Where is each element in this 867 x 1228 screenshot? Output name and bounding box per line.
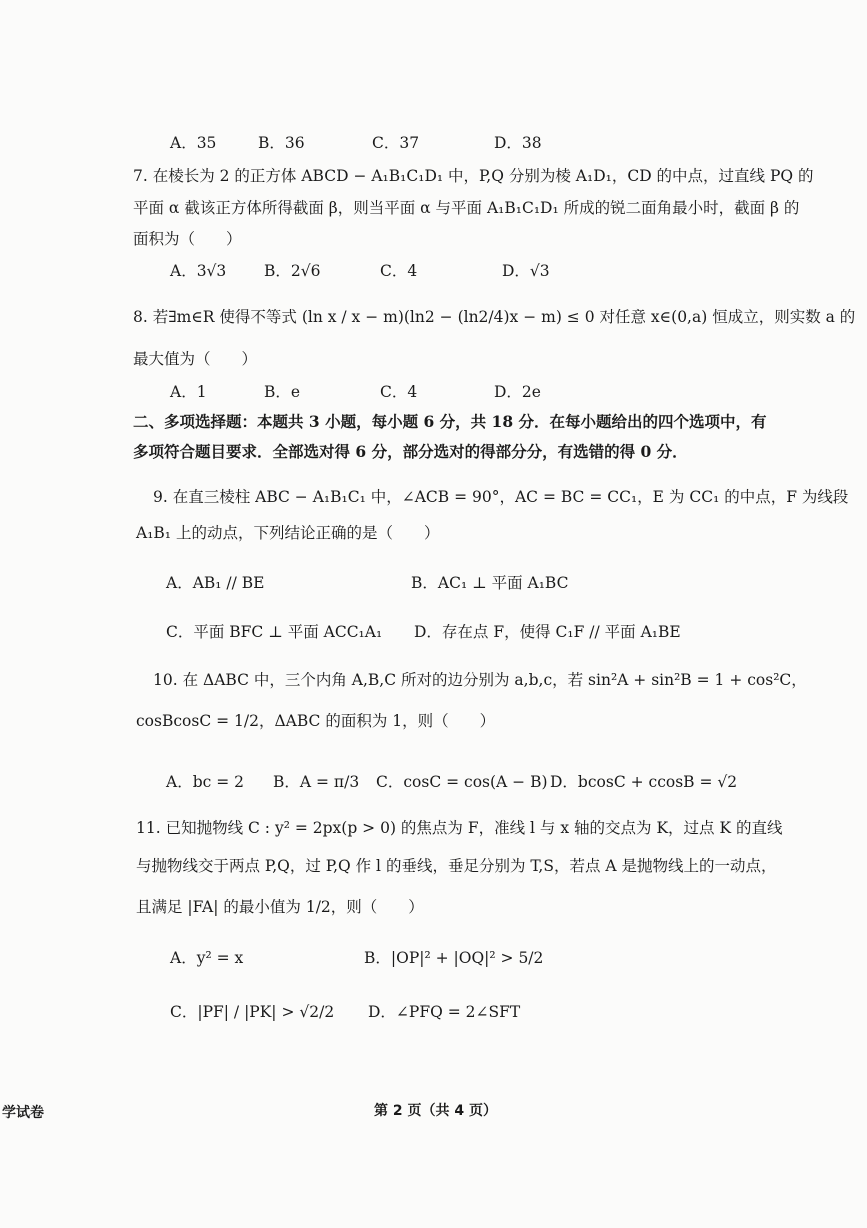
q8-line-2: 最大值为（ ） [133,350,258,368]
page-number: 第 2 页（共 4 页） [374,1103,497,1119]
q9-option-a: A．AB₁ // BE [166,574,265,592]
q7-option-a: A．3√3 [170,262,227,280]
q6-option-c: C．37 [372,134,420,152]
q9-option-c: C．平面 BFC ⊥ 平面 ACC₁A₁ [166,623,383,641]
q11-line-3: 且满足 |FA| 的最小值为 1/2，则（ ） [136,898,424,916]
q9-line-2: A₁B₁ 上的动点，下列结论正确的是（ ） [136,524,440,542]
q7-option-c: C．4 [380,262,418,280]
q8-option-d: D．2e [494,383,541,401]
q10-option-a: A．bc = 2 [166,773,244,791]
q10-line-1: 10. 在 ΔABC 中，三个内角 A,B,C 所对的边分别为 a,b,c，若 sin²A + sin²B = 1 + cos²C， [153,671,807,689]
q9-line-1: 9. 在直三棱柱 ABC − A₁B₁C₁ 中，∠ACB = 90°，AC = BC = CC₁，E 为 CC₁ 的中点，F 为线段 [153,488,849,506]
q6-option-a: A．35 [170,134,217,152]
q7-line-1: 7. 在棱长为 2 的正方体 ABCD − A₁B₁C₁D₁ 中，P,Q 分别为棱 A₁D₁，CD 的中点，过直线 PQ 的 [133,167,814,185]
q11-option-b: B．|OP|² + |OQ|² > 5/2 [364,949,544,967]
q10-option-d: D．bcosC + ccosB = √2 [550,773,738,791]
section2-line-2: 多项符合题目要求．全部选对得 6 分，部分选对的得部分分，有选错的得 0 分． [133,442,688,461]
q10-option-b: B．A = π/3 [273,773,360,791]
q8-option-c: C．4 [380,383,418,401]
footer-left-label: 学试卷 [2,1105,44,1121]
q8-option-b: B．e [264,383,301,401]
section2-line-1: 二、多项选择题：本题共 3 小题，每小题 6 分，共 18 分．在每小题给出的四个选项中，有 [133,412,767,431]
q7-option-b: B．2√6 [264,262,321,280]
q7-option-d: D．√3 [502,262,550,280]
q11-option-d: D．∠PFQ = 2∠SFT [368,1003,521,1021]
q6-option-b: B．36 [258,134,305,152]
q11-option-a: A．y² = x [170,949,244,967]
q7-line-3: 面积为（ ） [133,230,242,248]
q11-option-c: C．|PF| / |PK| > √2/2 [170,1003,335,1021]
q6-option-d: D．38 [494,134,542,152]
q11-line-1: 11. 已知抛物线 C : y² = 2px(p > 0) 的焦点为 F，准线 l 与 x 轴的交点为 K，过点 K 的直线 [136,819,783,837]
q10-option-c: C．cosC = cos(A − B) [376,773,548,791]
q7-line-2: 平面 α 截该正方体所得截面 β，则当平面 α 与平面 A₁B₁C₁D₁ 所成的锐二面角最小时，截面 β 的 [133,199,800,217]
q9-option-d: D．存在点 F，使得 C₁F // 平面 A₁BE [414,623,681,641]
q8-line-1: 8. 若∃m∈R 使得不等式 (ln x / x − m)(ln2 − (ln2/4)x − m) ≤ 0 对任意 x∈(0,a) 恒成立，则实数 a 的 [133,308,856,326]
q8-option-a: A．1 [170,383,207,401]
q10-line-2: cosBcosC = 1/2，ΔABC 的面积为 1，则（ ） [136,712,496,730]
q11-line-2: 与抛物线交于两点 P,Q，过 P,Q 作 l 的垂线，垂足分别为 T,S，若点 A 是抛物线上的一动点， [136,857,777,875]
q9-option-b: B．AC₁ ⊥ 平面 A₁BC [411,574,569,592]
